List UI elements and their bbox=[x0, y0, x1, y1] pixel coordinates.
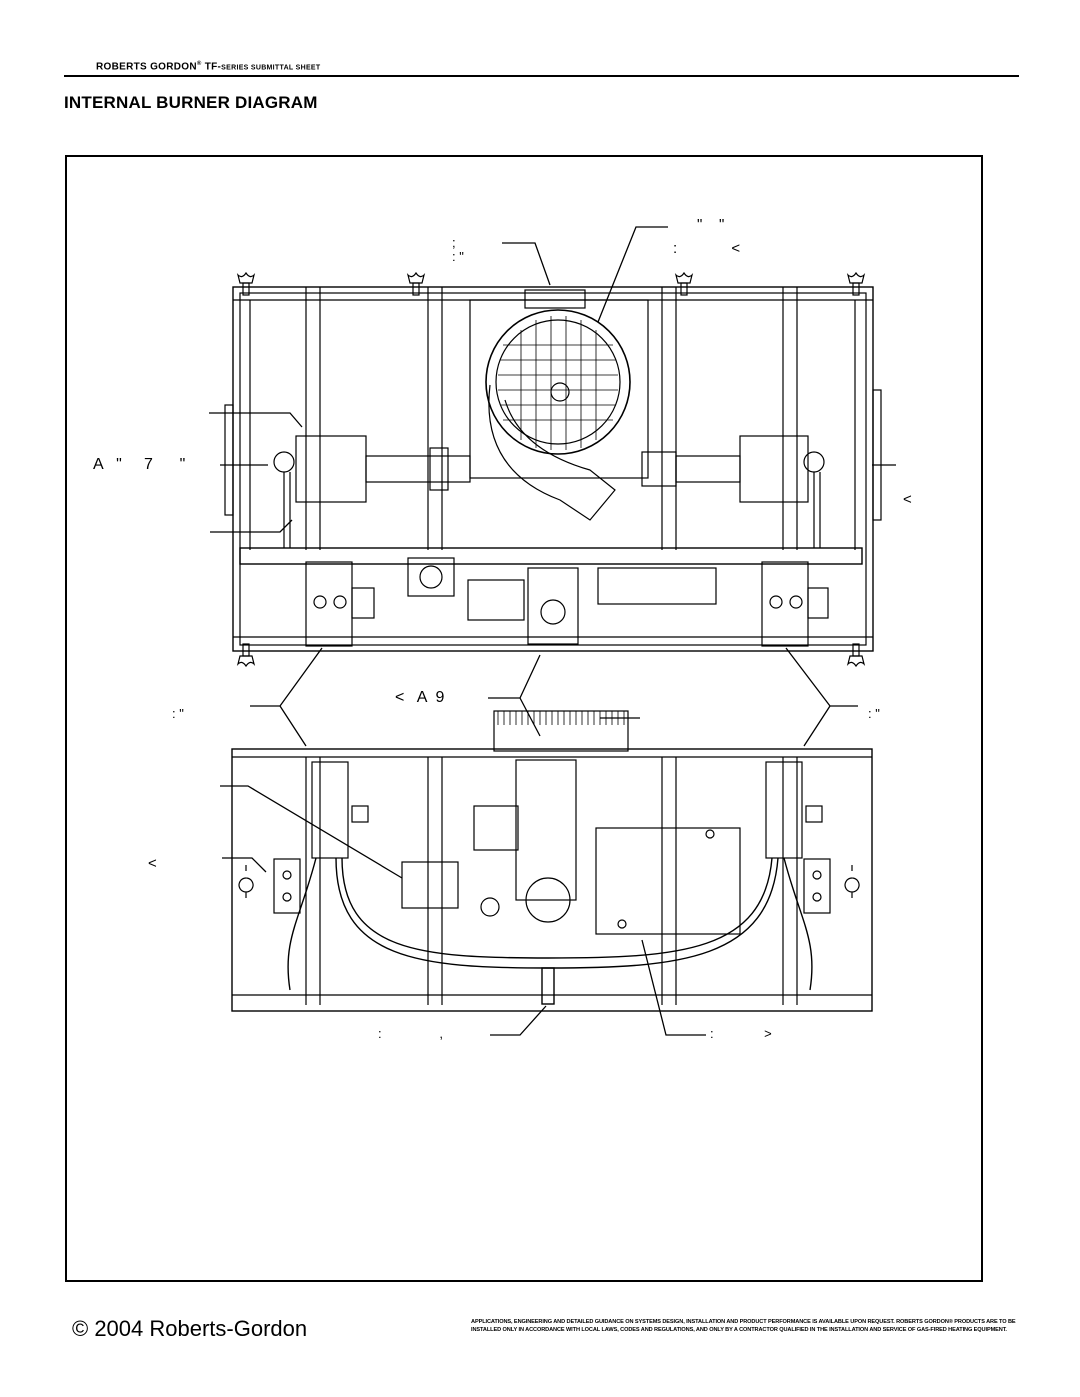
callout-center-lower: < A 9 bbox=[395, 689, 445, 706]
footer-disclaimer-line-2: INSTALLED ONLY IN ACCORDANCE WITH LOCAL LAWS, CODES AND REGULATIONS, AND ONLY BY A CONTRACTOR QUALIFIED IN THE INSTALLATION AND SERVICE OF GAS-FIRED HEATING EQUIPMENT. bbox=[471, 1327, 1007, 1334]
callout-left-bottom: < bbox=[148, 855, 157, 872]
callout-top-right-1: " " bbox=[697, 216, 725, 233]
blower-assembly bbox=[470, 290, 648, 520]
footer-copyright: © 2004 Roberts-Gordon bbox=[72, 1316, 308, 1341]
callout-bottom-left: : , bbox=[378, 1026, 444, 1041]
callout-left-mid: A " 7 " bbox=[93, 456, 186, 473]
bottom-view-housing bbox=[232, 749, 872, 1011]
top-controls bbox=[306, 558, 828, 646]
callout-right-lower: : " bbox=[868, 706, 880, 721]
footer-disclaimer bbox=[471, 1318, 1071, 1334]
brand-name: ROBERTS GORDON bbox=[96, 61, 197, 73]
registered-mark: ® bbox=[196, 61, 202, 67]
leader-lines bbox=[209, 227, 896, 1035]
page-title: INTERNAL BURNER DIAGRAM bbox=[64, 93, 318, 112]
tubing bbox=[288, 858, 812, 1004]
footer-disclaimer-line-1: APPLICATIONS, ENGINEERING AND DETAILED GUIDANCE ON SYSTEMS DESIGN, INSTALLATION AND PRODUCT PERFORMANCE IS AVAILABLE UPON REQUEST. ROBERTS GORDON® PRODUCTS ARE TO BE bbox=[471, 1319, 1016, 1325]
bottom-controls bbox=[239, 760, 859, 934]
callout-top-right-2: : < bbox=[673, 240, 741, 257]
heat-sink bbox=[494, 711, 628, 751]
callout-left-lower: : " bbox=[172, 706, 184, 721]
callout-bottom-right: : > bbox=[710, 1026, 772, 1041]
series-name: TF- bbox=[204, 61, 222, 73]
callout-top-left: ; : " bbox=[452, 235, 464, 264]
callout-right-mid: < bbox=[903, 491, 912, 508]
series-subtitle: SERIES SUBMITTAL SHEET bbox=[221, 64, 321, 72]
